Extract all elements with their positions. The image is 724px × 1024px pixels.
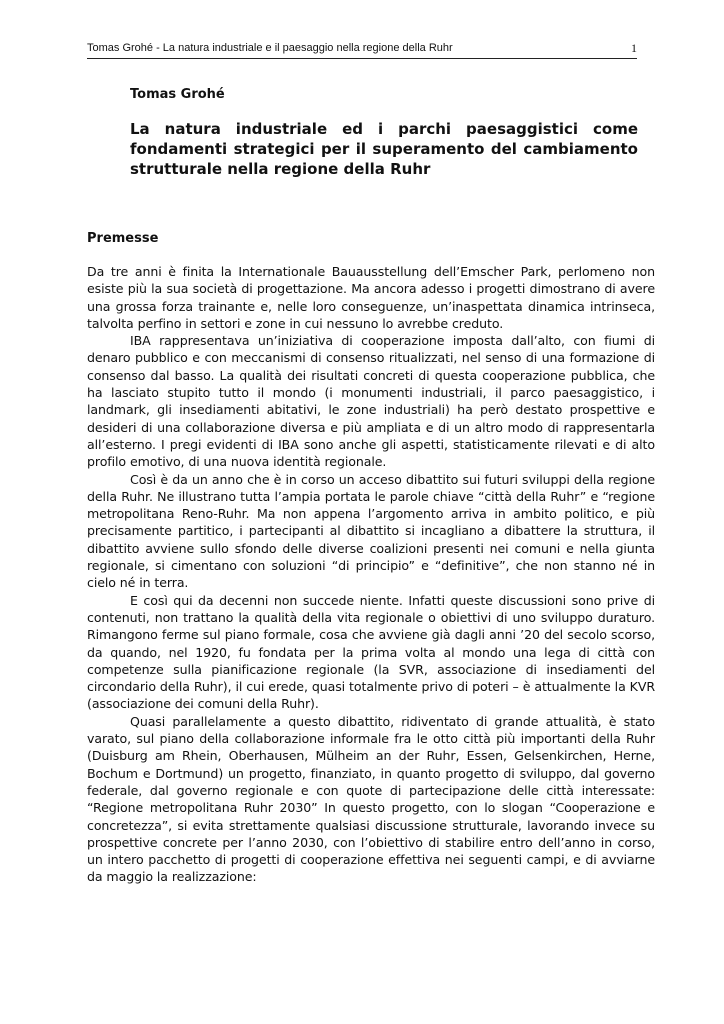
running-header bbox=[87, 40, 637, 59]
page-number: 1 bbox=[631, 41, 637, 55]
author-name: Tomas Grohé bbox=[130, 87, 225, 102]
section-heading-premesse: Premesse bbox=[87, 231, 159, 246]
paragraph-4: E così qui da decenni non succede niente. Infatti queste discussioni sono prive di contenuti, non trattano la qualità della vita regionale o obiettivi di uno sviluppo duraturo. Rimangono ferme sul piano formale, cosa che avviene già dagli anni ’20 del secolo scorso, da quando, nel 1920, fu fondata per la prima volta al mondo una lega di città con competenze sulla pianificazione regionale (la SVR, associazione di insediamenti del circondario della Ruhr), il cui erede, quasi totalmente privo di poteri – è attualmente la KVR (associazione dei comuni della Ruhr). bbox=[87, 592, 655, 712]
paragraph-3: Così è da un anno che è in corso un acceso dibattito sui futuri sviluppi della regione della Ruhr. Ne illustrano tutta l’ampia portata le parole chiave “città della Ruhr” e “regione metropolitana Reno-Ruhr. Ma non appena l’argomento arriva in ambito politico, e più precisamente partitico, i partecipanti al dibattito si incagliano a dibattere la struttura, il dibattito avviene sullo sfondo delle diverse coalizioni presenti nei comuni e nella giunta regionale, si cimentano con soluzioni “di principio” e “definitive”, che non stanno né in cielo né in terra. bbox=[87, 471, 655, 591]
paragraph-1: Da tre anni è finita la Internationale Bauausstellung dell’Emscher Park, perlomeno non esiste più la sua società di progettazione. Ma ancora adesso i progetti dimostrano di avere una grossa forza trainante e, nelle loro conseguenze, un’inaspettata dinamica intrinseca, talvolta perfino in settori e zone in cui nessuno lo avrebbe creduto. bbox=[87, 264, 655, 331]
running-header-title: Tomas Grohé - La natura industriale e il paesaggio nella regione della Ruhr bbox=[87, 42, 453, 54]
body-text bbox=[87, 263, 655, 886]
paragraph-5: Quasi parallelamente a questo dibattito, ridiventato di grande attualità, è stato varato, sul piano della collaborazione informale fra le otto città più importanti della Ruhr (Duisburg am Rhein, Oberhausen, Mülheim an der Ruhr, Essen, Gelsenkirchen, Herne, Bochum e Dortmund) un progetto, finanziato, in quanto progetto di sviluppo, dal governo federale, dal governo regionale e con quote di partecipazione delle città interessate: “Regione metropolitana Ruhr 2030” In questo progetto, con lo slogan “Cooperazione e concretezza”, si evita strettamente qualsiasi discussione strutturale, lavorando invece su prospettive concrete per l’anno 2030, con l’obiettivo di stabilire entro dell’anno in corso, un intero pacchetto di progetti di cooperazione effettiva nei seguenti campi, e di avviarne da maggio la realizzazione: bbox=[87, 713, 655, 885]
paragraph-2: IBA rappresentava un’iniziativa di cooperazione imposta dall’alto, con fiumi di denaro pubblico e con meccanismi di consenso ritualizzati, nel senso di una formazione di consenso dal basso. La qualità dei risultati concreti di questa cooperazione pubblica, che ha lasciato stupito tutto il mondo (i monumenti industriali, il parco paesaggistico, i landmark, gli insediamenti abitativi, le zone industriali) ha però destato prospettive e desideri di una collaborazione diversa e più ampliata e di un altro modo di rappresentarla all’esterno. I pregi evidenti di IBA sono anche gli aspetti, statisticamente rilevati e di alto profilo emotivo, di una nuova identità regionale. bbox=[87, 333, 655, 470]
document-title: La natura industriale ed i parchi paesaggistici come fondamenti strategici per il superamento del cambiamento strutturale nella regione della Ruhr bbox=[130, 120, 638, 178]
